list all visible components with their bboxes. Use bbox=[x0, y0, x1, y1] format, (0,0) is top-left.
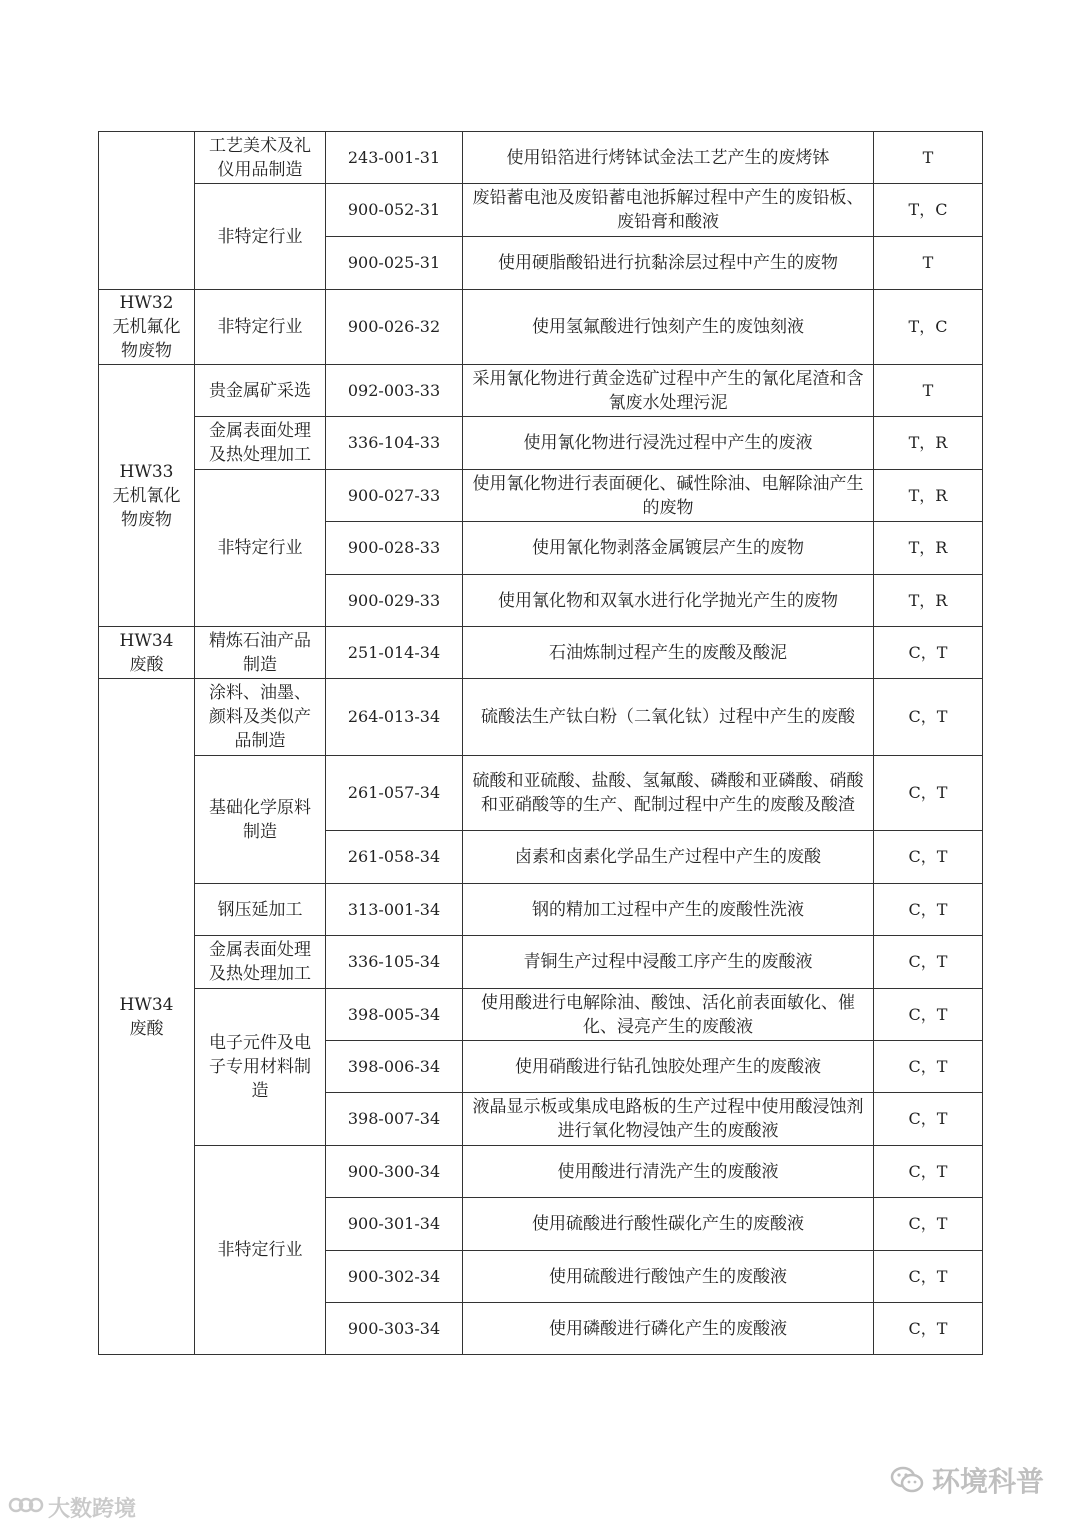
hazard-feature: C，T bbox=[874, 756, 983, 831]
industry-cell: 非特定行业 bbox=[195, 470, 326, 627]
waste-description: 使用硫酸进行酸蚀产生的废酸液 bbox=[463, 1251, 874, 1303]
table-row bbox=[99, 1146, 983, 1198]
industry-cell: 钢压延加工 bbox=[195, 884, 326, 936]
category-cell: HW32 无机氟化物废物 bbox=[99, 290, 195, 365]
watermark-left-text: 大数跨境 bbox=[48, 1497, 137, 1522]
waste-description: 使用氢氟酸进行蚀刻产生的废蚀刻液 bbox=[463, 290, 874, 365]
table-row bbox=[99, 679, 983, 756]
waste-code: 261-057-34 bbox=[326, 756, 463, 831]
hazard-feature: T，R bbox=[874, 417, 983, 470]
waste-description: 青铜生产过程中浸酸工序产生的废酸液 bbox=[463, 936, 874, 989]
waste-code: 900-028-33 bbox=[326, 522, 463, 575]
table-row bbox=[99, 470, 983, 522]
waste-code: 900-301-34 bbox=[326, 1198, 463, 1251]
waste-description: 使用酸进行电解除油、酸蚀、活化前表面敏化、催化、浸亮产生的废酸液 bbox=[463, 989, 874, 1041]
hazard-feature: C，T bbox=[874, 831, 983, 884]
hazard-feature: T，R bbox=[874, 522, 983, 575]
waste-code: 336-104-33 bbox=[326, 417, 463, 470]
table-row bbox=[99, 627, 983, 679]
category-cell: HW34 废酸 bbox=[99, 627, 195, 679]
waste-code: 264-013-34 bbox=[326, 679, 463, 756]
table-row bbox=[99, 989, 983, 1041]
waste-code: 261-058-34 bbox=[326, 831, 463, 884]
category-cell-empty bbox=[99, 132, 195, 290]
waste-description: 硫酸法生产钛白粉（二氧化钛）过程中产生的废酸 bbox=[463, 679, 874, 756]
waste-description: 石油炼制过程产生的废酸及酸泥 bbox=[463, 627, 874, 679]
waste-code: 900-026-32 bbox=[326, 290, 463, 365]
waste-description: 使用氰化物剥落金属镀层产生的废物 bbox=[463, 522, 874, 575]
waste-description: 硫酸和亚硫酸、盐酸、氢氟酸、磷酸和亚磷酸、硝酸和亚硝酸等的生产、配制过程中产生的废酸及酸渣 bbox=[463, 756, 874, 831]
category-cell: HW34 废酸 bbox=[99, 679, 195, 1355]
hazard-feature: T，R bbox=[874, 470, 983, 522]
hazardous-waste-table bbox=[98, 131, 983, 1355]
table-row bbox=[99, 756, 983, 831]
industry-cell: 金属表面处理及热处理加工 bbox=[195, 936, 326, 989]
hazard-feature: C，T bbox=[874, 1041, 983, 1093]
hazard-feature: T，C bbox=[874, 184, 983, 237]
industry-cell: 涂料、油墨、颜料及类似产品制造 bbox=[195, 679, 326, 756]
hazard-feature: T bbox=[874, 237, 983, 290]
industry-cell: 非特定行业 bbox=[195, 290, 326, 365]
waste-code: 336-105-34 bbox=[326, 936, 463, 989]
industry-cell: 电子元件及电子专用材料制造 bbox=[195, 989, 326, 1146]
hazard-feature: T bbox=[874, 365, 983, 417]
industry-cell: 贵金属矿采选 bbox=[195, 365, 326, 417]
waste-code: 900-029-33 bbox=[326, 575, 463, 627]
waste-description: 使用磷酸进行磷化产生的废酸液 bbox=[463, 1303, 874, 1355]
hazard-feature: C，T bbox=[874, 1251, 983, 1303]
waste-description: 使用铅箔进行烤钵试金法工艺产生的废烤钵 bbox=[463, 132, 874, 184]
hazard-feature: C，T bbox=[874, 884, 983, 936]
wechat-icon bbox=[890, 1466, 924, 1494]
hazard-feature: C，T bbox=[874, 989, 983, 1041]
waste-code: 900-052-31 bbox=[326, 184, 463, 237]
waste-description: 卤素和卤素化学品生产过程中产生的废酸 bbox=[463, 831, 874, 884]
waste-code: 900-027-33 bbox=[326, 470, 463, 522]
waste-description: 使用硫酸进行酸性碳化产生的废酸液 bbox=[463, 1198, 874, 1251]
industry-cell: 工艺美术及礼仪用品制造 bbox=[195, 132, 326, 184]
table-row bbox=[99, 365, 983, 417]
watermark-right-text: 环境科普 bbox=[931, 1465, 1044, 1498]
hazard-feature: C，T bbox=[874, 1146, 983, 1198]
table-row bbox=[99, 132, 983, 184]
table-row bbox=[99, 290, 983, 365]
waste-code: 900-300-34 bbox=[326, 1146, 463, 1198]
industry-cell: 金属表面处理及热处理加工 bbox=[195, 417, 326, 470]
table-row bbox=[99, 184, 983, 237]
waste-code: 251-014-34 bbox=[326, 627, 463, 679]
hazard-feature: C，T bbox=[874, 679, 983, 756]
industry-cell: 精炼石油产品制造 bbox=[195, 627, 326, 679]
waste-description: 使用硝酸进行钻孔蚀胶处理产生的废酸液 bbox=[463, 1041, 874, 1093]
hazard-feature: C，T bbox=[874, 1198, 983, 1251]
waste-description: 使用氰化物进行表面硬化、碱性除油、电解除油产生的废物 bbox=[463, 470, 874, 522]
watermark-left bbox=[8, 1492, 136, 1523]
category-cell: HW33 无机氰化物废物 bbox=[99, 365, 195, 627]
waste-code: 398-007-34 bbox=[326, 1093, 463, 1146]
waste-description: 液晶显示板或集成电路板的生产过程中使用酸浸蚀剂进行氧化物浸蚀产生的废酸液 bbox=[463, 1093, 874, 1146]
waste-code: 900-302-34 bbox=[326, 1251, 463, 1303]
hazard-feature: T，R bbox=[874, 575, 983, 627]
waste-code: 313-001-34 bbox=[326, 884, 463, 936]
hazard-feature: C，T bbox=[874, 627, 983, 679]
waste-description: 钢的精加工过程中产生的废酸性洗液 bbox=[463, 884, 874, 936]
waste-description: 使用酸进行清洗产生的废酸液 bbox=[463, 1146, 874, 1198]
waste-code: 398-005-34 bbox=[326, 989, 463, 1041]
waste-code: 092-003-33 bbox=[326, 365, 463, 417]
hazard-feature: C，T bbox=[874, 1093, 983, 1146]
hazard-feature: T bbox=[874, 132, 983, 184]
waste-description: 使用氰化物和双氧水进行化学抛光产生的废物 bbox=[463, 575, 874, 627]
table-row bbox=[99, 417, 983, 470]
watermark-logo-icon bbox=[8, 1494, 44, 1522]
waste-description: 使用氰化物进行浸洗过程中产生的废液 bbox=[463, 417, 874, 470]
waste-description: 使用硬脂酸铅进行抗黏涂层过程中产生的废物 bbox=[463, 237, 874, 290]
watermark-right bbox=[890, 1460, 1044, 1500]
hazard-feature: C，T bbox=[874, 936, 983, 989]
waste-code: 398-006-34 bbox=[326, 1041, 463, 1093]
waste-code: 900-303-34 bbox=[326, 1303, 463, 1355]
waste-code: 900-025-31 bbox=[326, 237, 463, 290]
industry-cell: 非特定行业 bbox=[195, 184, 326, 290]
waste-code: 243-001-31 bbox=[326, 132, 463, 184]
industry-cell: 非特定行业 bbox=[195, 1146, 326, 1355]
waste-description: 采用氰化物进行黄金选矿过程中产生的氰化尾渣和含氰废水处理污泥 bbox=[463, 365, 874, 417]
hazard-feature: C，T bbox=[874, 1303, 983, 1355]
table-row bbox=[99, 884, 983, 936]
hazard-feature: T，C bbox=[874, 290, 983, 365]
industry-cell: 基础化学原料制造 bbox=[195, 756, 326, 884]
waste-description: 废铅蓄电池及废铅蓄电池拆解过程中产生的废铅板、废铅膏和酸液 bbox=[463, 184, 874, 237]
table-row bbox=[99, 936, 983, 989]
